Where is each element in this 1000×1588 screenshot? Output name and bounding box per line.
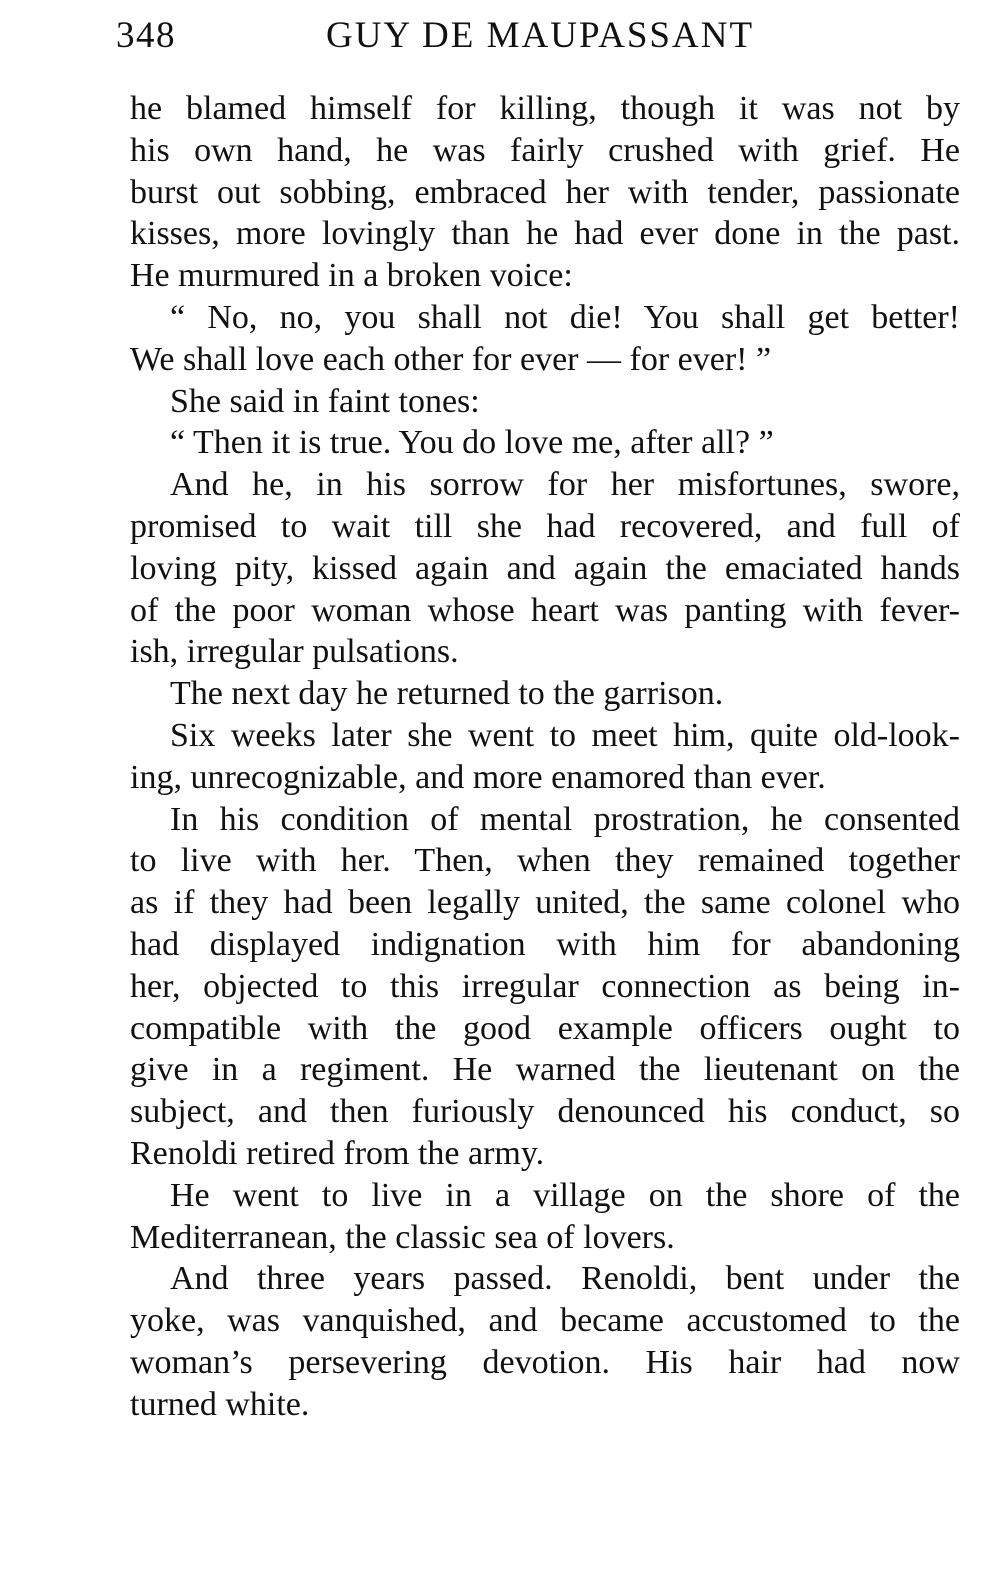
text-line: to live with her. Then, when they remained together [130, 842, 960, 880]
text-line: give in a regiment. He warned the lieutenant on the [130, 1051, 960, 1089]
text-line: subject, and then furiously denounced his conduct, so [130, 1093, 960, 1131]
text-line: kisses, more lovingly than he had ever done in the past. [130, 215, 960, 253]
text-line: He went to live in a village on the shore of the [170, 1176, 960, 1214]
body-text [130, 88, 960, 1426]
text-line: woman’s persevering devotion. His hair had now [130, 1343, 960, 1381]
text-line: he blamed himself for killing, though it was not by [130, 90, 960, 127]
text-line: And three years passed. Renoldi, bent under the [170, 1260, 960, 1298]
text-line: We shall love each other for ever — for ever! ” [130, 340, 772, 378]
text-line: ish, irregular pulsations. [130, 633, 459, 671]
page-number: 348 [116, 15, 176, 56]
text-line: “ No, no, you shall not die! You shall get better! [170, 298, 960, 336]
text-line: compatible with the good example officers ought to [130, 1009, 960, 1047]
running-head [116, 14, 966, 64]
text-line: ing, unrecognizable, and more enamored than ever. [130, 758, 826, 796]
text-line: Renoldi retired from the army. [130, 1134, 545, 1172]
running-title: GUY DE MAUPASSANT [326, 15, 755, 56]
text-line: And he, in his sorrow for her misfortunes, swore, [170, 466, 960, 504]
text-line: The next day he returned to the garrison. [170, 675, 724, 713]
text-line: her, objected to this irregular connection as being in- [130, 967, 960, 1005]
text-line: had displayed indignation with him for abandoning [130, 925, 960, 963]
text-line: yoke, was vanquished, and became accustomed to the [130, 1302, 960, 1340]
text-line: “ Then it is true. You do love me, after all? ” [170, 424, 774, 462]
text-line: of the poor woman whose heart was panting with fever- [130, 591, 960, 629]
text-line: burst out sobbing, embraced her with tender, passionate [130, 173, 960, 211]
text-line: as if they had been legally united, the same colonel who [130, 884, 960, 922]
text-line: In his condition of mental prostration, he consented [170, 800, 960, 838]
text-line: Mediterranean, the classic sea of lovers. [130, 1218, 675, 1256]
text-line: Six weeks later she went to meet him, quite old-look- [170, 716, 960, 754]
text-line: turned white. [130, 1385, 310, 1423]
text-line: She said in faint tones: [170, 382, 480, 420]
text-line: promised to wait till she had recovered, and full of [130, 507, 960, 545]
text-line: loving pity, kissed again and again the emaciated hands [130, 549, 960, 587]
text-line: He murmured in a broken voice: [130, 257, 573, 295]
text-line: his own hand, he was fairly crushed with grief. He [130, 131, 960, 169]
